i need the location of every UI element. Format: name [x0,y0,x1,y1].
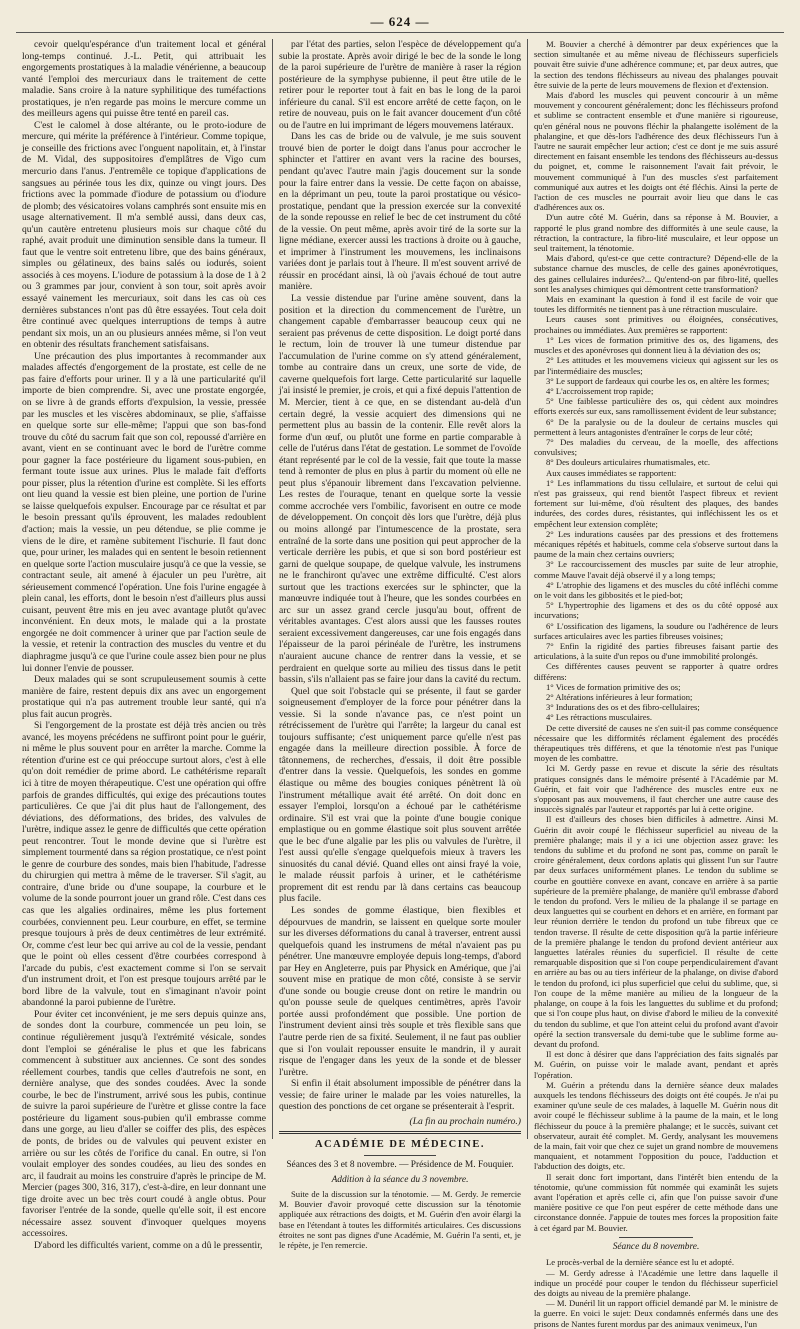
short-rule [619,1237,692,1238]
discussion-paragraph: Suite de la discussion sur la ténotomie. — M. Gerdy. Je remercie M. Bouvier d'avoir provoqué cette discussion sur la ténotomie appliquée aux rétractions des doigts, et M. Guérin d'en avoir élargi la base en l'étendant à toutes les difformités articulaires. Ces discussions étroites ne sont pas dignes d'une Académie, M. Guérin l'a senti, et, je le répète, je l'en remercie. [279,1189,521,1251]
paragraph: Quel que soit l'obstacle qui se présente, il faut se garder soigneusement d'employer de la force pour pénétrer dans la vessie. Si la sonde n'avance pas, ce n'est point un rétrécissement de l'urètre qui l'arrête; la largeur du canal est toujours suffisante; c'est uniquement parce qu'elle n'est pas engagée dans la meilleure direction possible. À force de tâtonnemens, de recherches, d'essais, il doit être possible d'entrer dans la vessie. Quelquefois, les sondes en gomme élastique ou même des bougies coniques pénètrent là où l'instrument métallique avait été arrêté. On doit donc en essayer l'emploi, lorsqu'on a échoué par le cathétérisme ordinaire. S'il est vrai que la pointe d'une bougie conique emplastique ou en gomme élastique soit plus souvent arrêtée que le bec d'une algalie par les plis ou valvules de l'urètre, il l'est aussi qu'elle s'engage quelquefois mieux à travers les sinuosités du canal dévié. Quand elles ont ainsi frayé la voie, le malade réussit parfois à uriner, et le cathétérisme proprement dit est rendu par là dans certains cas beaucoup plus facile. [279,685,521,905]
paragraph: Leurs causes sont primitives ou éloignées, consécutives, prochaines ou immédiates. Aux premières se rapportent: [534,314,778,335]
paragraph: 6° L'ossification des ligamens, la soudure ou l'adhérence de leurs surfaces articulaires avec les parties fibreuses voisines; [534,620,778,641]
paragraph: Dans les cas de bride ou de valvule, je me suis souvent trouvé bien de porter le doigt dans l'anus pour accrocher le sphincter et l'attirer en avant vers la racine des bourses, pendant qu'avec l'autre main j'agis doucement sur la sonde pour la faire entrer dans la vessie. De cette façon on abaisse, en la déprimant un peu, toute la paroi prostatique ou vésico-prostatique, pendant que la pression exercée sur la convexité de la sonde repousse en relief le bec de cet instrument du côté de la vessie. On peut même, après avoir tiré de la sorte sur la ligne médiane, exercer aussi les tractions à droite ou à gauche, et imprimer à l'instrument les mouvemens, les inclinaisons variées dont je parlais tout à l'heure. Il m'est souvent arrivé de réussir en procédant ainsi, là où j'avais échoué de tout autre manière. [279,131,521,293]
paragraph: 7° Enfin la rigidité des parties fibreuses faisant partie des articulations, à la suite d'un repos ou d'une immobilité prolongés. [534,640,778,662]
paragraph: Mais en examinant la question à fond il est facile de voir que toutes les difformités ne tiennent pas à une rétraction musculaire. [534,294,778,315]
paragraph: Ici M. Gerdy passe en revue et discute la série des résultats pratiques consignés dans le mémoire présenté à l'Académie par M. Guérin, et fait voir que l'adhérence des muscles entre eux ne s'opposant pas aux mouvemens, il faut chercher une autre cause des insuccès signalés par l'auteur et rapportés par lui à cette origine. [534,763,778,815]
short-rule [364,1155,437,1156]
paragraph: 2° Les indurations causées par des pressions et des frottemens mécaniques répétés et habituels, comme cela s'observe surtout dans la paume de la main chez certains ouvriers; [534,528,778,560]
paragraph: 6° De la paralysie ou de la douleur de certains muscles qui permettent à leurs antagonistes d'entraîner le corps de leur côté; [534,416,778,437]
paragraph: cevoir quelqu'espérance d'un traitement local et général long-temps continué. J.-L. Petit, qui attribuait les engorgements prostatiques à la maladie vénérienne, a beaucoup vanté l'emploi des mercuriaux dans le traitement de cette maladie. Sans croire à la nature syphilitique des tuméfactions prostatiques, je n'en regarde pas moins le mercure comme un des meilleurs agens qui puisse être tenté en pareil cas. [22,39,266,120]
paragraph: Il est d'ailleurs des choses bien difficiles à admettre. Ainsi M. Guérin dit avoir coupé le fléchisseur superficiel au niveau de la première phalange; mais il y a ici une objection assez grave: les tendons du sublime et du profond ne sont pas, comme on paraît le croire généralement, deux cordons aplatis qui glissent l'un sur l'autre par deux surfaces uniformément planes. Le tendon du sublime se courbe en gouttière convexe en avant, concave en arrière à sa partie supérieure de la première phalange, de manière qu'il embrasse d'abord le tendon du profond. Vers le milieu de la phalange il se partage en deux languettes qui se courbent en dehors et en arrière, en formant par leur réunion derrière le tendon du profond un tube fibreux que ce tendon traverse. Il résulte de cette disposition qu'à la partie inférieure de la première phalange le tendon du profond devient antérieur aux languettes latérales réunies du superficiel. Il résulte de cette remarquable disposition que si l'on coupe perpendiculairement d'avant en arrière au bas ou au tiers inférieur de la phalange, on divise d'abord le tendon du profond, ici plus superficiel que celui du sublime, que, si l'on coupe de la même manière au milieu de la longueur de la phalange, on coupe à la fois les languettes du sublime et du profond; que si l'on coupe plus haut, on divise d'abord le milieu de la convexité du tendon du sublime, et que l'on atteint celui du profond avant d'avoir opéré la section transversale du demi-tube que le sublime forme au-devant du profond. [534,814,778,1049]
paragraph: 3° Le raccourcissement des muscles par suite de leur atrophie, comme Mauve l'avait déjà observé il y a long temps; [534,559,778,580]
meeting-line: Séances des 3 et 8 novembre. — Présidence de M. Fouquier. [286,1159,514,1170]
paragraph: 5° L'hypertrophie des ligamens et des os du côté opposé aux incurvations; [534,600,778,621]
paragraph: 3° Indurations des os et des fibro-cellulaires; [546,702,700,713]
paragraph: 8° Des douleurs articulaires rhumatismales, etc. [546,457,711,468]
paragraph: Pour éviter cet inconvénient, je me sers depuis quinze ans, de sondes dont la courbure, commencée un peu loin, se continue régulièrement jusqu'à l'extrémité vésicale, sondes dont l'emploi se généralise le plus et que les fabricans commencent à substituer aux anciennes. Ce sont des sondes réellement courbes, tandis que celles d'autrefois ne sont, en dernière analyse, que des sondes coudées. Avec la sonde courbe, le bec de l'instrument, arrivé sous les pubis, continue de suivre la paroi supérieure de l'urètre et glisse contre la face postérieure du ligament sous-pubien qu'il embrasse comme dans une gorge, au lieu d'aller se coiffer des plis, des espèces de ponts, de brides ou de valvules qui peuvent exister en arrière ou sur les côtés de l'orifice du canal. En outre, si l'on voulait employer des sondes coudées, au lieu des sondes en arc, il faudrait au moins les construire d'après le principe de M. Mercier (pages 300, 316, 317), c'est-à-dire, en leur donnant une tige droite avec un bec très court coudé à angle obtus. Pour favoriser l'entrée de la sonde, quelle qu'elle soit, il est encore nécessaire assez souvent d'invoquer quelques moyens accessoires. [22,1008,266,1240]
column-middle-body [279,39,521,1113]
paragraph: 3° Le support de fardeaux qui courbe les os, en altère les formes; [546,375,770,386]
paragraph: Les sondes de gomme élastique, bien flexibles et dépourvues de mandrin, se laissent en quelque sorte mouler sur les diverses déformations du canal à traverser, entrent aussi quelquefois quand les instrumens de métal n'avaient pas pu pénétrer. Une manœuvre employée depuis long-temps, d'abord par Hey en Angleterre, puis par Physick en Amérique, que j'ai souvent mise en pratique de mon côté, consiste à se servir d'une sonde ou bougie creuse dont on retire le mandrin ou qu'on pousse seule de quelques centimètres, après l'avoir portée aussi profondément que possible. Une portion de l'instrument devient ainsi très souple et très flexible sans que l'autre perde rien de sa fixité. Seulement, il ne faut pas oublier que si l'on voulait repousser ensuite le mandrin, il y aurait risque de l'engager dans les yeux de la sonde et de blesser l'urètre. [279,905,521,1078]
column-left [16,39,272,1251]
paragraph: De cette diversité de causes ne s'en suit-il pas comme conséquence nécessaire que les difformités réclament également des procédés thérapeutiques très différens, et que la ténotomie n'est pas l'unique moyen de les combattre. [534,722,778,764]
columns [16,39,784,1329]
page-header [16,14,784,33]
paragraph: 4° L'accroissement trop rapide; [546,385,654,396]
section-divider [279,1131,521,1134]
paragraph: 1° Vices de formation primitive des os; [546,681,681,692]
paragraph: Aux causes immédiates se rapportent: [546,467,677,478]
paragraph: 2° Altérations inférieures à leur formation; [546,692,693,702]
column-right-body [534,39,778,1233]
column-middle [272,39,528,1251]
paragraph: 5° Une faiblesse particulière des os, qui cèdent aux moindres efforts exercés sur eux, sans ramollissement évident de leur substance; [534,396,778,417]
paragraph: 1° Les vices de formation primitive des os, des ligamens, des muscles et des aponévroses qui donnent lieu à la déviation des os; [534,334,778,356]
paragraph: D'abord les difficultés varient, comme on a dû le pressentir, [34,1239,263,1251]
paragraph: M. Bouvier a cherché à démontrer par deux expériences que la section simultanée et au même niveau de fléchisseurs superficiels pouvait être suivie d'une adhérence commune; et, par deux autres, que la section des tendons fléchisseurs au niveau des phalanges pouvait être suivie de la perte de leurs mouvemens de flexion et d'extension. [534,39,778,90]
paragraph: Mais d'abord les muscles qui peuvent concourir à un même mouvement y concourent généralement; donc les fléchisseurs profond et sublime se contractent ensemble et d'une manière si rigoureuse, qu'en général nous ne pouvons fléchir la phalangette isolément de la phalangine, et que dès-lors l'adhérence des deux fléchisseurs l'un à l'autre ne saurait empêcher leur action; c'est ce dont je me suis assuré directement en faisant ensemble les tendons des fléchisseurs au-dessus du poignet, et, comme le raisonnement l'avait fait prévoir, le mouvement communiqué à l'un des muscles s'est parfaitement communiqué aux autres et les doigts ont été fléchis. Ainsi la perte de l'action de ces muscles ne pourrait avoir lieu que dans le cas d'adhérences aux os. [534,90,778,213]
continuation-note: (La fin au prochain numéro.) [409,1115,521,1127]
paragraph: Mais d'abord, qu'est-ce que cette contracture? Dépend-elle de la substance charnue des muscles, de celle des gaines aponévrotiques, des gaines cellulaires indurées?... Qu'entend-on par fibro-lité, quelles sont les analyses chimiques qui démontrent cette transformation? [534,253,778,294]
paragraph: C'est le calomel à dose altérante, ou le proto-iodure de mercure, qui mérite la préférence à l'intérieur. Comme topique, je conseille des frictions avec l'onguent napolitain, et, à l'instar de M. Vidal, des suppositoires d'emplâtres de Vigo cum mercurio dans l'anus. J'entremêle ce topique d'applications de sangsues au périnée tous les dix, quinze ou vingt jours. Des frictions avec la pommade d'iodure de potassium ou d'iodure de plomb; des vésicatoires volans camphrés sont ensuite mis en usage alternativement. Il m'a semblé aussi, dans deux cas, qu'un cautère entretenu plusieurs mois sur chaque côté du raphé, avait produit une diminution sensible dans la tumeur. Il faut que le ventre soit entretenu libre, que des bains généraux, simples ou gélatineux, des bains salés ou iodurés, soient associés à ces moyens. L'iodure de potassium à la dose de 1 à 2 ou 3 grammes par jour, convient à son tour, soit après avoir essayé vainement les mercuriaux, soit dans les cas où ces dernières substances n'ont pas dû être essayées. Tout cela doit être continué avec quelques interruptions de temps à autre pendant six mois, un an ou plusieurs années même, si l'on veut en obtenir des résultats franchement satisfaisans. [22,119,266,351]
paragraph: 4° Les rétractions musculaires. [546,712,653,723]
page-number: — 624 — [370,14,430,29]
paragraph: La vessie distendue par l'urine amène souvent, dans la position et la direction du commencement de l'urètre, un changement capable d'embarrasser beaucoup ceux qui ne seraient pas prévenus de cette disposition. Le doigt porté dans le rectum, loin de trouver là une tumeur distendue par l'accumulation de l'urine comme on s'y attend généralement, tombe au contraire dans un creux, une sorte de vide, de caverne quelquefois fort large. Cette particularité sur laquelle j'ai insisté le premier, je crois, et qui a fixé depuis l'attention de M. Mercier, tient à ce que, en se distendant au-delà d'un certain degré, la vessie acquiert des dimensions qui ne permettent plus au bassin de la contenir. Elle revêt alors la forme d'un œuf, ou plutôt une forme en partie comparable à celle de l'utérus dans l'état de gestation. Le sommet de l'ovoïde étant représenté par le col de la vessie, fait que toute la masse tend à remonter de plus en plus à partir du moment où elle ne peut plus s'épanouir librement dans l'excavation pelvienne. Les restes de l'ouraque, tenant en quelque sorte la vessie comme accrochée vers l'ombilic, favorisent en outre ce mode de développement. On conçoit dès lors que l'urètre, déjà plus ou moins allongé par l'intumescence de la prostate, sera entraîné de la sorte dans une position qui peut approcher de la verticale derrière les pubis, et que si son bord postérieur est garni de quelque soupape, de quelque valvule, les instrumens ne le franchiront qu'avec une extrême difficulté. C'est alors surtout que les tractions exercées sur le sphincter, que la manœuvre indiquée tout à l'heure, que les sondes courbées en arc sur un assez grand cercle jusqu'au bout, offrent de véritables avantages. C'est alors aussi que les fausses routes seraient excessivement dangereuses, car une fois engagés dans l'épaisseur de la paroi périnéale de l'urètre, les instrumens n'auraient aucune chance de rentrer dans la vessie, et se perdraient en quelque sorte au milieu des tissus dans le petit bassin, s'ils n'allaient pas se faire jour dans la cavité du rectum. [279,293,521,686]
paragraph: Si enfin il était absolument impossible de pénétrer dans la vessie; de faire uriner le malade par les voies naturelles, la question des ponctions de cet organe se présenterait à l'esprit. [279,1078,521,1113]
paragraph: D'un autre côté M. Guérin, dans sa réponse à M. Bouvier, a rapporté le plus grand nombre des difformités à une seule cause, la rétraction, la contracture, la fibro-lité musculaire, et leur oppose un seul traitement, la ténotomie. [534,212,778,254]
paragraph: M. Guérin a prétendu dans la dernière séance deux malades auxquels les tendons fléchisseurs des doigts ont été coupés. Je n'ai pu examiner qu'une seule de ces malades, à laquelle M. Guérin nous dit avoir coupé le fléchisseur sublime à la paume de la main, et le long fléchisseur du pouce à la première phalange; et le succès, suivant cet observateur, aurait été complet. M. Gerdy, analysant les mouvemens de la main, fait voir que chez ce sujet un grand nombre de mouvemens manquaient, et notamment l'opposition du pouce, l'adduction et l'abduction des doigts, etc. [534,1079,778,1172]
paragraph: Ces différentes causes peuvent se rapporter à quatre ordres différens: [534,661,778,682]
paragraph: 2° Les attitudes et les mouvemens vicieux qui agissent sur les os par l'intermédiaire des muscles; [534,355,778,376]
paragraph: Il serait donc fort important, dans l'intérêt bien entendu de la ténotomie, qu'une commission fût nommée qui examinât les sujets avant l'opération et après celle ci, afin que l'on puisse savoir d'une manière positive ce que l'on peut espérer de cette méthode dans une circonstance donnée. J'appuie de toutes mes forces la proposition faite à cet égard par M. Bouvier. [534,1171,778,1233]
paragraph: par l'état des parties, selon l'espèce de développement qu'a subie la prostate. Après avoir dirigé le bec de la sonde le long de la paroi supérieure de l'urètre de manière à raser la région postérieure de la symphyse pubienne, il peut être utile de le retirer pour le reporter tout à fait en bas le long de la paroi inférieure du canal. S'il est encore arrêté de cette façon, on le retire de nouveau, puis on le fait avancer doucement d'un côté ou de l'autre en lui imprimant de légers mouvemens latéraux. [279,39,521,131]
addition-line: Addition à la séance du 3 novembre. [331,1174,469,1185]
paragraph: Il est donc à désirer que dans l'appréciation des faits signalés par M. Guérin, on puisse voir le malade avant, pendant et après l'opération. [534,1049,778,1080]
section-title: ACADÉMIE DE MÉDECINE. [314,1139,486,1151]
column-right [528,39,784,1329]
paragraph: Deux malades qui se sont scrupuleusement soumis à cette manière de faire, restent depuis dix ans avec un engorgement prostatique qui n'a pas autrement trouble leur santé, qui n'a plus fait aucun progrès. [22,674,266,720]
paragraph: 7° Des maladies du cerveau, de la moelle, des affections convulsives; [534,436,778,458]
column-right-tail [534,1257,778,1328]
session-date: Séance du 8 novembre. [612,1241,700,1252]
paragraph: 1° Les inflammations du tissu cellulaire, et surtout de celui qui n'est pas graisseux, qui rend bientôt l'aspect fibreux et revient fortement sur lui-même, d'où résultent des plaques, des bandes indurées, des cordes dures, résistantes, qui infléchissent les os et empêchent leur extension complète; [534,477,778,529]
paragraph: — M. Gerdy adresse à l'Académie une lettre dans laquelle il indique un procédé pour couper le tendon du fléchisseur superficiel des doigts au niveau de la première phalange. [534,1267,778,1298]
paragraph: Si l'engorgement de la prostate est déjà très ancien ou très avancé, les moyens précédens ne suffiront point pour le guérir, ni même le plus souvent pour en arrêter la marche. Comme la rétention d'urine est ce qui préoccupe surtout alors, c'est à elle qu'on doit remédier de prime abord. Le cathétérisme reparaît ici à titre de moyen thérapeutique. C'est une opération qui offre parfois de grandes difficultés, qui exige des précautions toutes particulières. Ce que j'ai dit plus haut de l'allongement, des déviations, des déformations, des brides, des valvules de l'urètre, indique assez le genre de difficultés que cette opération peut rencontrer. Tout le monde devine que si l'urètre est simplement tourmenté dans sa région prostatique, ce n'est point le genre de courbure des sondes, mais bien l'habitude, l'adresse du chirurgien qui mettra à même de le traverser. S'il s'agit, au contraire, d'une bride ou d'une soupape, la courbure et le volume de la sonde pourront jouer un grand rôle. C'est dans ces cas que les algalies ordinaires, même les plus fortement courbées, conviennent peu. Leur courbure, en effet, se termine presque toujours à près de deux centimètres de leur extrémité. Or, comme c'est leur bec qui arrive au col de la vessie, pendant que le point où elles cessent d'être courbées correspond à l'arcade du pubis, c'est exactement comme si l'on se servait d'un instrument droit, et l'on est presque toujours arrêté par le bord libre de la valvule, tout en s'imaginant n'avoir point abandonné la paroi pubienne de l'urètre. [22,720,266,1009]
paragraph: Le procès-verbal de la dernière séance est lu et adopté. [546,1257,735,1268]
paragraph: — M. Dunéril lit un rapport officiel demandé par M. le ministre de la guerre. En voici le sujet: Deux condamnés enfermés dans une des prisons de Nantes furent mordus par des animaux venimeux, l'un [534,1298,778,1329]
paragraph: Une précaution des plus importantes à recommander aux malades affectés d'engorgement de la prostate, est celle de ne pas faire d'efforts pour uriner. Il y a là une particularité qu'il importe de bien comprendre. Si, avec une prostate engorgée, on se livre à de grands efforts d'expulsion, la vessie, pressée par les muscles et les viscères abdominaux, se plie, s'affaisse en quelque sorte sur elle-même; l'appui que son bas-fond trouve du côté du sacrum fait que son col, repoussé d'arrière en avant, vient en se continuant avec le bord de l'urètre comme pour gagner la face postérieure du ligament sous-pubien, en fermant toute issue aux urines. Plus le malade fait d'efforts pour pisser, plus la rétention d'urine est complète. Si les efforts ont lieu quand la vessie est bien pleine, une portion de l'urine se laisse quelquefois expulser. Encourage par ce résultat et par le besoin pressant qu'ils éprouvent, les malades redoublent d'action; mais la vessie, un peu détendue, se plie comme je viens de le dire, et ramène subitement l'ischurie. Il faut donc que, pour uriner, les malades qui en sentent le besoin retiennent en quelque sorte l'action musculaire jusqu'à ce que la vessie, se contractant seule, ait amené à éjaculer un peu l'urètre, ait sérieusement commencé l'opération. Une fois l'urine engagée à plein canal, les efforts, dont le besoin n'est d'ailleurs plus aussi cuisant, peuvent être mis en jeu avec avantage plutôt qu'avec inconvénient. En deux mots, le malade qui a la prostate engorgée ne doit commencer à uriner que par l'action seule de la vessie, et retenir la contraction des muscles du ventre et du diaphragme jusqu'à ce que l'urine coule assez bien pour ne plus lui donner l'envie de pousser. [22,350,266,674]
paragraph: 4° L'atrophie des ligamens et des muscles du côté infléchi comme on le voit dans les gibbosités et le pied-bot; [534,579,778,600]
